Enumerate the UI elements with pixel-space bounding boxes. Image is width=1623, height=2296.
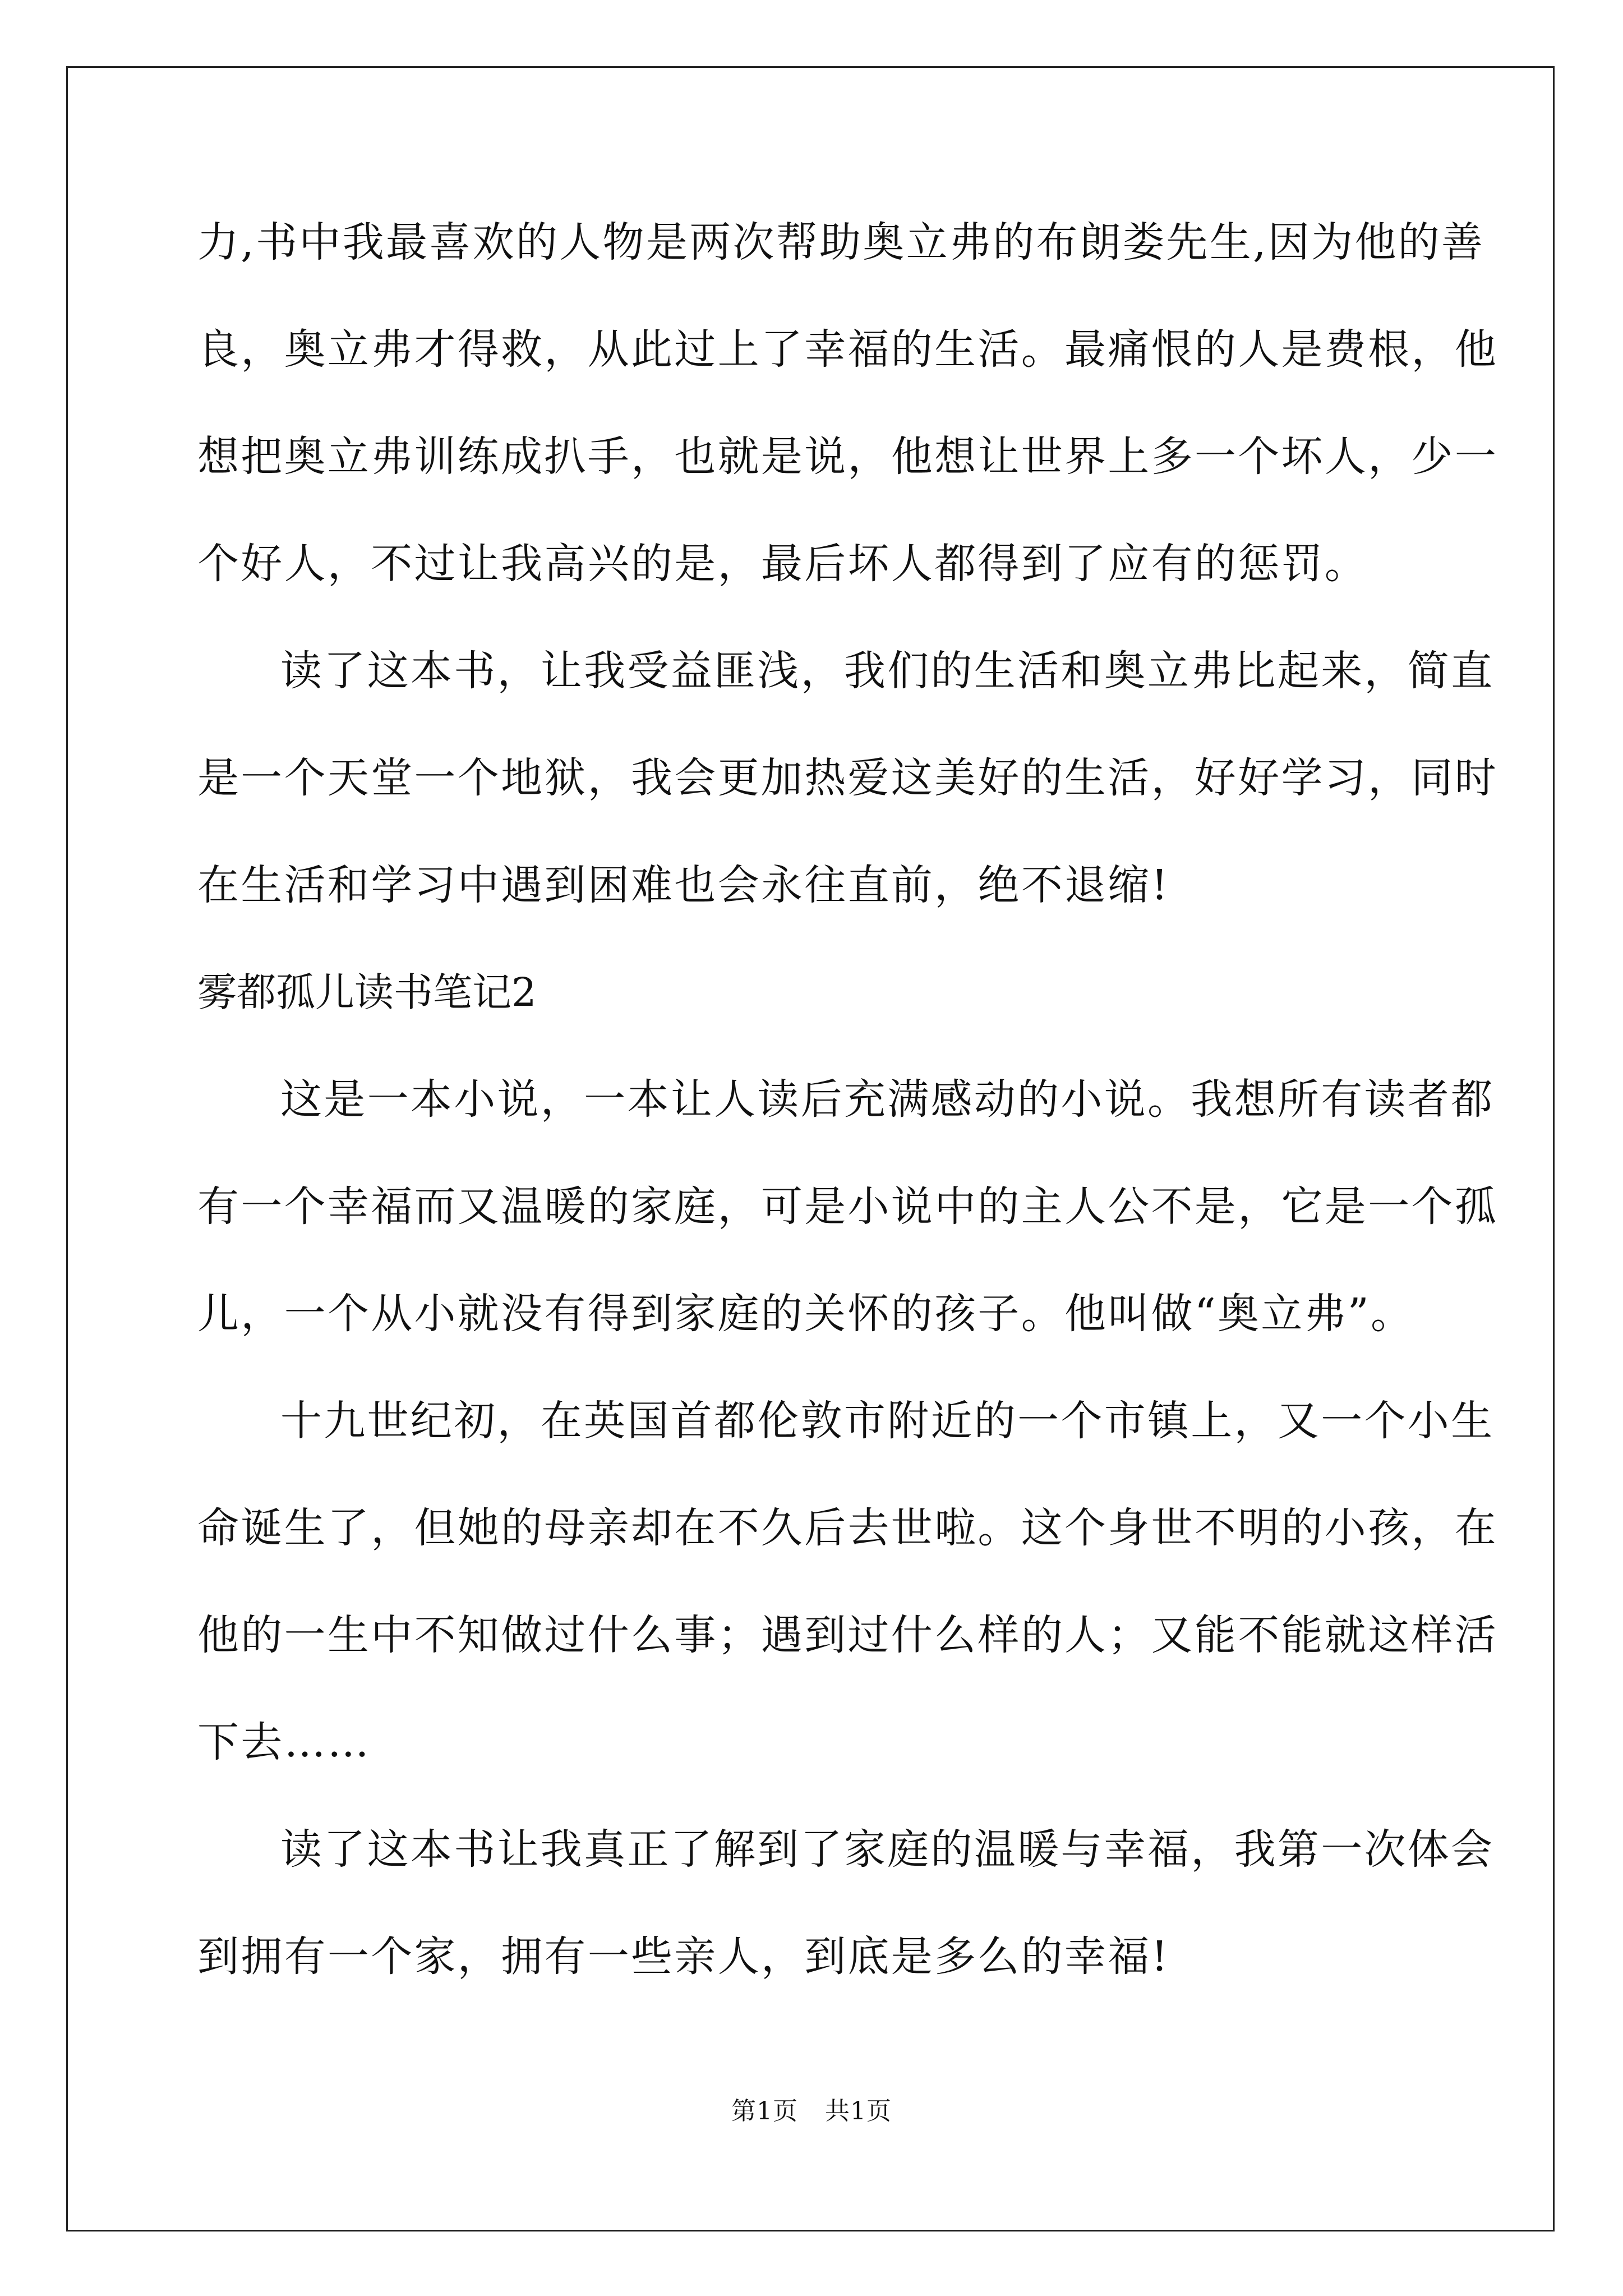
page-number: 第1页	[731, 2097, 798, 2125]
paragraph-first-line: 读了这本书，让我受益匪浅，我们的生活和奥立弗比起来，简直	[280, 647, 1495, 695]
body-line: 有一个幸福而又温暖的家庭，可是小说中的主人公不是，它是一个孤	[197, 1182, 1498, 1231]
body-line: 下去……	[197, 1718, 371, 1766]
paragraph-first-line: 这是一本小说，一本让人读后充满感动的小说。我想所有读者都	[280, 1075, 1495, 1124]
body-line: 命诞生了，但她的母亲却在不久后去世啦。这个身世不明的小孩，在	[197, 1504, 1498, 1552]
page-footer	[0, 2096, 1623, 2127]
body-line: 良，奥立弗才得救，从此过上了幸福的生活。最痛恨的人是费根，他	[197, 325, 1498, 374]
paragraph-first-line: 读了这本书让我真正了解到了家庭的温暖与幸福，我第一次体会	[280, 1825, 1495, 1874]
paragraph-first-line: 十九世纪初，在英国首都伦敦市附近的一个市镇上，又一个小生	[280, 1397, 1495, 1445]
body-line: 想把奥立弗训练成扒手，也就是说，他想让世界上多一个坏人，少一	[197, 432, 1498, 481]
document-body	[197, 209, 1498, 2030]
body-line: 个好人，不过让我高兴的是，最后坏人都得到了应有的惩罚。	[197, 540, 1368, 588]
body-line: 力,书中我最喜欢的人物是两次帮助奥立弗的布朗娄先生,因为他的善	[197, 218, 1485, 266]
section-heading: 雾都孤儿读书笔记2	[197, 969, 537, 1015]
body-line: 是一个天堂一个地狱，我会更加热爱这美好的生活，好好学习，同时	[197, 754, 1498, 802]
body-line: 在生活和学习中遇到困难也会永往直前，绝不退缩!	[197, 861, 1170, 909]
body-line: 儿，一个从小就没有得到家庭的关怀的孩子。他叫做“奥立弗”。	[197, 1290, 1414, 1338]
page-total: 共1页	[825, 2097, 892, 2125]
body-line: 他的一生中不知做过什么事；遇到过什么样的人；又能不能就这样活	[197, 1611, 1498, 1659]
body-line: 到拥有一个家，拥有一些亲人，到底是多么的幸福!	[197, 1932, 1170, 1981]
